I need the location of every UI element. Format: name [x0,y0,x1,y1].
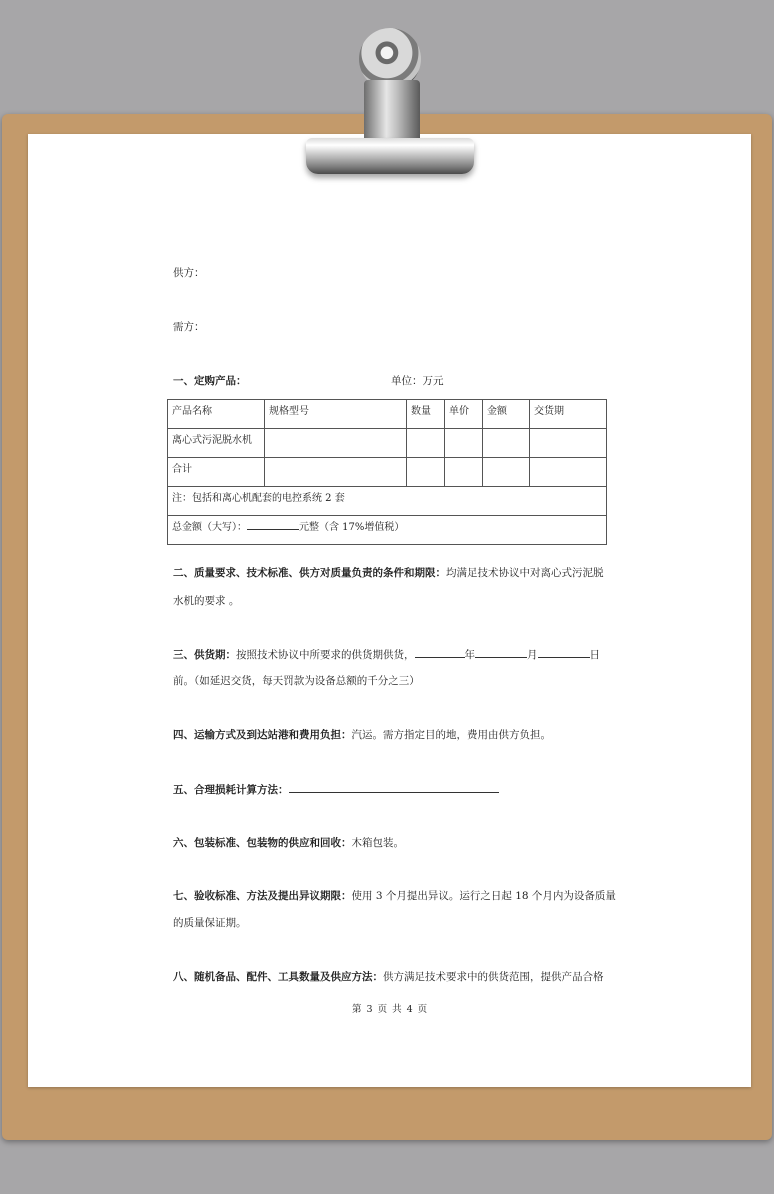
section-1-title: 一、定购产品： [173,375,247,387]
product-name-cell: 离心式污泥脱水机 [168,429,265,458]
section-2-title: 二、质量要求、技术标准、供方对质量负责的条件和期限： [173,567,446,579]
section-2 [173,565,604,580]
table-amount-row [168,516,607,545]
buyer-label: 需方： [173,321,205,333]
total-suffix: 元整（含 17%增值税） [299,522,405,533]
table-note-row [168,487,607,516]
total-label-cell: 合计 [168,458,265,487]
section-3-text: 按照技术协议中所要求的供货期供货， [236,649,415,661]
section-5-title: 五、合理损耗计算方法： [173,784,289,796]
page-number: 第 3 页 共 4 页 [352,1004,429,1015]
month-label: 月 [527,649,538,661]
total-prefix: 总金额（大写）： [172,522,247,533]
col-header-model: 规格型号 [265,400,407,429]
section-4 [173,727,551,742]
day-blank [538,646,590,658]
note-cell: 注：包括和离心机配套的电控系统 2 套 [168,487,607,516]
section-7-title: 七、验收标准、方法及提出异议期限： [173,890,352,902]
loss-method-blank [289,781,499,793]
binder-clip-plate [306,138,474,174]
section-4-text: 汽运。需方指定目的地，费用由供方负担。 [351,729,551,741]
col-header-delivery: 交货期 [530,400,607,429]
col-header-amount: 金额 [483,400,530,429]
section-2-text: 均满足技术协议中对离心式污泥脱 [446,567,604,579]
section-4-title: 四、运输方式及到达站港和费用负担： [173,729,352,741]
table-total-row [168,458,607,487]
day-label: 日 [589,649,600,661]
order-table [167,399,607,545]
section-6-text: 木箱包装。 [351,837,404,849]
year-label: 年 [464,649,475,661]
section-6 [173,835,404,850]
section-3 [173,646,600,662]
unit-label: 单位：万元 [391,375,444,387]
section-2-text-cont: 水机的要求 。 [173,595,240,607]
section-8-text: 供方满足技术要求中的供货范围，提供产品合格 [383,971,604,983]
table-row [168,429,607,458]
col-header-qty: 数量 [407,400,445,429]
month-blank [475,646,527,658]
section-7 [173,888,616,903]
total-amount-cell [168,516,607,545]
binder-clip-lever [364,80,420,142]
document-page [28,134,751,1087]
col-header-name: 产品名称 [168,400,265,429]
section-3-text-cont: 前。（如延迟交货，每天罚款为设备总额的千分之三） [173,675,420,687]
section-8-title: 八、随机备品、配件、工具数量及供应方法： [173,971,383,983]
section-6-title: 六、包装标准、包装物的供应和回收： [173,837,352,849]
section-8 [173,969,604,984]
table-header-row [168,400,607,429]
section-5 [173,781,499,797]
supplier-label: 供方： [173,267,205,279]
section-7-text: 使用 3 个月提出异议。运行之日起 18 个月内为设备质量 [351,890,616,902]
year-blank [415,646,465,658]
section-7-text-cont: 的质量保证期。 [173,917,247,929]
section-3-title: 三、供货期： [173,649,236,661]
amount-blank [247,518,299,530]
col-header-price: 单价 [445,400,483,429]
